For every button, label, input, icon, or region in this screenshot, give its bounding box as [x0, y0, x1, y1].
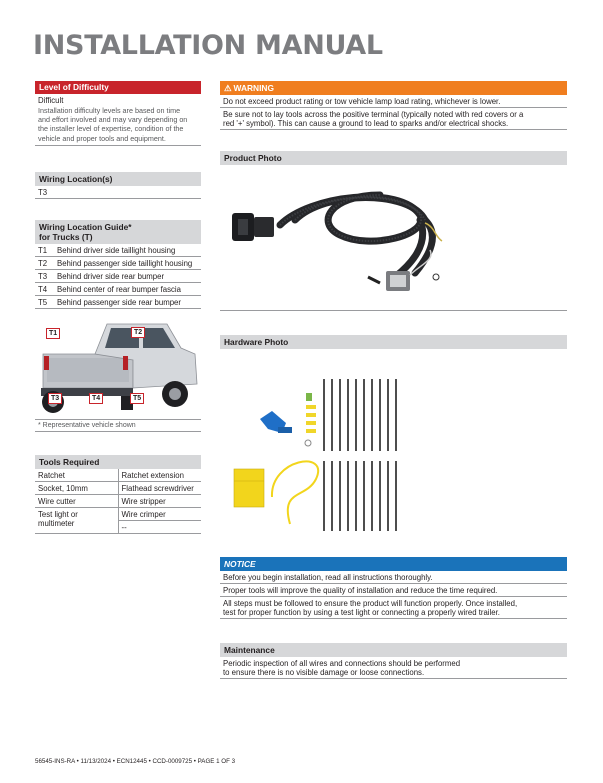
table-row: Wire cutter Wire stripper	[35, 495, 201, 508]
difficulty-header: Level of Difficulty	[35, 81, 201, 94]
notice-header: NOTICE	[220, 557, 567, 571]
difficulty-section	[35, 81, 201, 146]
table-row: --	[35, 521, 201, 534]
wiring-location-header: Wiring Location(s)	[35, 172, 201, 186]
vehicle-label-t2: T2	[131, 327, 145, 338]
guide-row: T4 Behind center of rear bumper fascia	[35, 283, 201, 296]
wiring-guide-section	[35, 220, 201, 309]
table-row: Test light or multimeter Wire crimper	[35, 508, 201, 521]
wiring-location-value: T3	[35, 186, 201, 199]
tools-header: Tools Required	[35, 455, 201, 469]
difficulty-description: Installation difficulty levels are based on time and effort involved and may vary depending on the installer level of expertise, condition of the vehicle and proper tools and equipment.	[35, 105, 201, 147]
page-title: INSTALLATION MANUAL	[33, 30, 383, 61]
vehicle-label-t1: T1	[46, 328, 60, 339]
notice-line: Before you begin installation, read all instructions thoroughly.	[220, 571, 567, 584]
hardware-photo	[220, 349, 567, 535]
warning-paragraph: Be sure not to lay tools across the positive terminal (typically noted with red covers or a red '+' symbol). This can cause a ground to lead to sparks and/or electrical shocks.	[220, 108, 567, 130]
product-photo	[220, 165, 567, 311]
hardware-image	[220, 349, 567, 535]
guide-row: T5 Behind passenger side rear bumper	[35, 296, 201, 309]
tools-section	[35, 455, 201, 534]
table-row: Socket, 10mm Flathead screwdriver	[35, 482, 201, 495]
maintenance-section	[220, 643, 567, 679]
document-footer: 56545-INS-RA • 11/13/2024 • ECN12445 • CCD-0009725 • PAGE 1 OF 3	[35, 758, 236, 765]
hardware-photo-header: Hardware Photo	[220, 335, 567, 349]
warning-line: Do not exceed product rating or tow vehicle lamp load rating, whichever is lower.	[220, 95, 567, 108]
vehicle-image	[35, 318, 201, 420]
wiring-location-section	[35, 172, 201, 199]
vehicle-label-t4: T4	[89, 393, 103, 404]
guide-row: T3 Behind driver side rear bumper	[35, 270, 201, 283]
notice-paragraph: All steps must be followed to ensure the product will function properly. Once installed, test for proper function by using a test light or connecting a properly wired trailer.	[220, 597, 567, 619]
difficulty-level: Difficult	[38, 95, 64, 105]
notice-section	[220, 557, 567, 619]
vehicle-caption: * Representative vehicle shown	[35, 420, 201, 432]
warning-section	[220, 81, 567, 130]
tools-table	[35, 469, 201, 534]
hardware-photo-section	[220, 335, 567, 535]
warning-header: ⚠ WARNING	[220, 81, 567, 95]
vehicle-label-t3: T3	[48, 393, 62, 404]
vehicle-figure	[35, 318, 201, 432]
guide-row: T2 Behind passenger side taillight housing	[35, 257, 201, 270]
wiring-harness-image	[220, 165, 567, 311]
warning-triangle-icon: ⚠	[224, 83, 232, 93]
maintenance-header: Maintenance	[220, 643, 567, 657]
maintenance-paragraph: Periodic inspection of all wires and connections should be performed to ensure there is no visible damage or loose connections.	[220, 657, 567, 679]
product-photo-header: Product Photo	[220, 151, 567, 165]
wiring-guide-header: Wiring Location Guide* for Trucks (T)	[35, 220, 201, 244]
notice-line: Proper tools will improve the quality of installation and reduce the time required.	[220, 584, 567, 597]
product-photo-section	[220, 151, 567, 311]
table-row: Ratchet Ratchet extension	[35, 469, 201, 482]
vehicle-label-t5: T5	[130, 393, 144, 404]
guide-row: T1 Behind driver side taillight housing	[35, 244, 201, 257]
